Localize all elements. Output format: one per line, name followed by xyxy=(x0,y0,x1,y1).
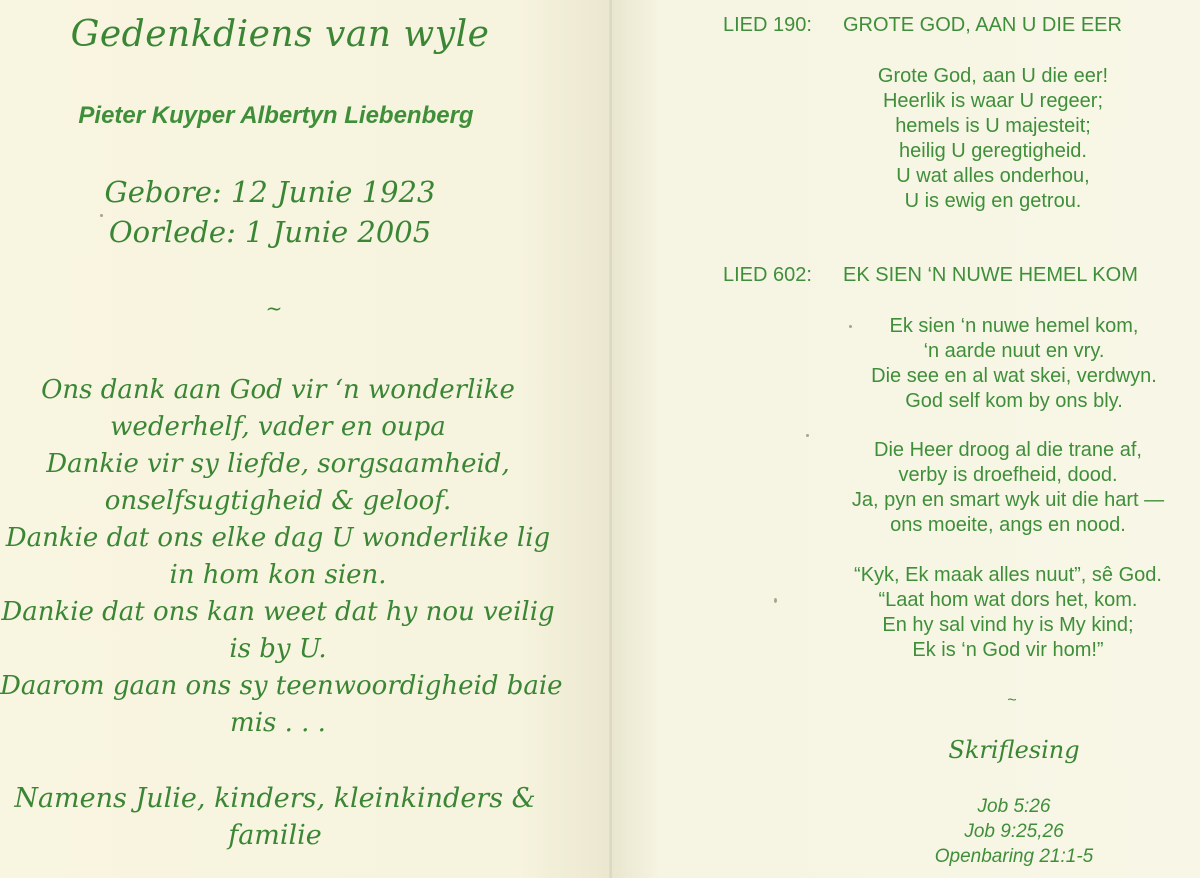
death-date: Oorlede: 1 Junie 2005 xyxy=(108,215,432,249)
birth-date: Gebore: 12 Junie 1923 xyxy=(104,175,436,209)
tribute-line: Dankie vir sy liefde, sorgsaamheid, xyxy=(46,449,510,479)
paper-speck xyxy=(100,214,103,217)
verse-line: Ja, pyn en smart wyk uit die hart — xyxy=(851,489,1165,511)
tribute-line: onselfsugtigheid & geloof. xyxy=(104,486,452,516)
tribute-line: is by U. xyxy=(229,634,327,664)
paper-speck xyxy=(806,434,809,437)
memorial-title: Gedenkdiens van wyle xyxy=(70,14,490,55)
tribute-text xyxy=(0,372,563,742)
hymn-number: LIED 602: xyxy=(723,264,812,286)
hymn-602-verse-1 xyxy=(838,314,1190,414)
hymn-602-heading xyxy=(723,264,1138,287)
paper-speck xyxy=(774,598,777,603)
scripture-reading-title: Skriflesing xyxy=(948,736,1080,764)
verse-line: Ek sien ‘n nuwe hemel kom, xyxy=(889,315,1139,337)
closing-line: Namens Julie, kinders, kleinkinders & xyxy=(14,783,536,814)
separator: ~ xyxy=(1007,692,1017,709)
tribute-line: Ons dank aan God vir ‘n wonderlike xyxy=(41,375,515,405)
hymn-title: EK SIEN ‘N NUWE HEMEL KOM xyxy=(843,264,1138,286)
scripture-reference: Job 5:26 xyxy=(977,796,1051,817)
scripture-reference: Openbaring 21:1-5 xyxy=(934,846,1094,867)
tribute-line: in hom kon sien. xyxy=(169,560,387,590)
hymn-602-verse-3 xyxy=(820,563,1196,663)
verse-line: “Kyk, Ek maak alles nuut”, sê God. xyxy=(854,564,1162,586)
scripture-references xyxy=(900,794,1128,869)
tribute-line: Dankie dat ons kan weet dat hy nou veilig xyxy=(1,597,555,627)
verse-line: heilig U geregtigheid. xyxy=(899,140,1087,162)
tribute-line: Dankie dat ons elke dag U wonderlike lig xyxy=(5,523,551,553)
verse-line: Die Heer droog al die trane af, xyxy=(874,439,1142,461)
verse-line: ons moeite, angs en nood. xyxy=(890,514,1126,536)
tribute-line: Daarom gaan ons sy teenwoordigheid baie xyxy=(0,671,563,701)
closing-line: familie xyxy=(228,820,322,851)
verse-line: U is ewig en getrou. xyxy=(904,190,1082,212)
verse-line: Heerlik is waar U regeer; xyxy=(882,90,1104,112)
deceased-name: Pieter Kuyper Albertyn Liebenberg xyxy=(78,102,474,129)
verse-line: verby is droefheid, dood. xyxy=(898,464,1118,486)
tribute-line: wederhelf, vader en oupa xyxy=(110,412,446,442)
hymn-190-verse xyxy=(864,64,1122,214)
hymn-190-heading xyxy=(723,14,1122,37)
paper-speck xyxy=(849,325,852,328)
verse-line: U wat alles onderhou, xyxy=(896,165,1090,187)
verse-line: ‘n aarde nuut en vry. xyxy=(923,340,1105,362)
verse-line: hemels is U majesteit; xyxy=(895,115,1091,137)
hymn-602-verse-2 xyxy=(820,438,1196,538)
verse-line: En hy sal vind hy is My kind; xyxy=(882,614,1134,636)
verse-line: God self kom by ons bly. xyxy=(905,390,1123,412)
verse-line: Die see en al wat skei, verdwyn. xyxy=(871,365,1157,387)
separator: ~ xyxy=(265,296,283,320)
hymn-number: LIED 190: xyxy=(723,14,812,36)
hymn-title: GROTE GOD, AAN U DIE EER xyxy=(843,14,1122,36)
closing-signature xyxy=(0,780,550,854)
life-dates xyxy=(0,172,540,252)
scripture-reference: Job 9:25,26 xyxy=(964,821,1064,842)
verse-line: “Laat hom wat dors het, kom. xyxy=(878,589,1138,611)
tribute-line: mis . . . xyxy=(230,708,326,738)
verse-line: Ek is ‘n God vir hom!” xyxy=(912,639,1104,661)
verse-line: Grote God, aan U die eer! xyxy=(877,65,1109,87)
